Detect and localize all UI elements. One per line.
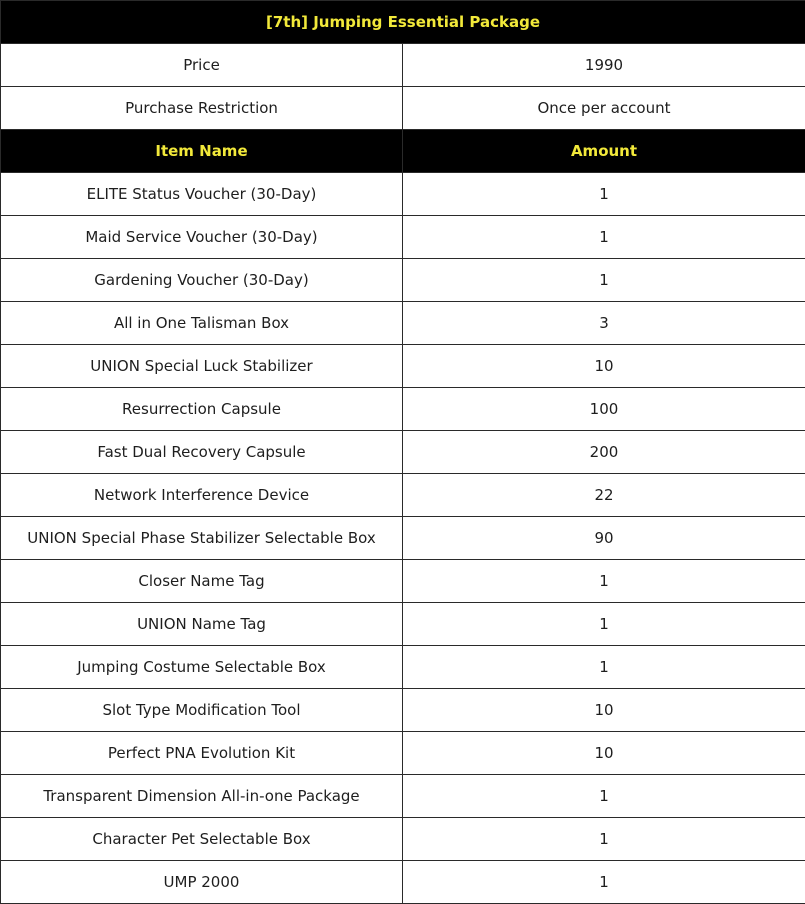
item-amount-cell: 10 bbox=[403, 345, 805, 388]
item-name-cell: All in One Talisman Box bbox=[1, 302, 403, 345]
item-name-cell: UNION Special Luck Stabilizer bbox=[1, 345, 403, 388]
item-amount-cell: 22 bbox=[403, 474, 805, 517]
table-row bbox=[1, 646, 805, 689]
table-row bbox=[1, 818, 805, 861]
table-row bbox=[1, 173, 805, 216]
item-amount-cell: 200 bbox=[403, 431, 805, 474]
restriction-row bbox=[1, 87, 805, 130]
amount-header: Amount bbox=[403, 130, 805, 173]
item-rows bbox=[1, 173, 805, 904]
table-row bbox=[1, 302, 805, 345]
item-amount-cell: 1 bbox=[403, 216, 805, 259]
item-name-cell: Maid Service Voucher (30-Day) bbox=[1, 216, 403, 259]
item-amount-cell: 90 bbox=[403, 517, 805, 560]
item-name-cell: Closer Name Tag bbox=[1, 560, 403, 603]
item-name-cell: Fast Dual Recovery Capsule bbox=[1, 431, 403, 474]
table-row bbox=[1, 345, 805, 388]
item-name-header: Item Name bbox=[1, 130, 403, 173]
item-amount-cell: 1 bbox=[403, 818, 805, 861]
item-name-cell: UNION Special Phase Stabilizer Selectable Box bbox=[1, 517, 403, 560]
item-amount-cell: 1 bbox=[403, 560, 805, 603]
item-name-cell: UNION Name Tag bbox=[1, 603, 403, 646]
item-name-cell: Jumping Costume Selectable Box bbox=[1, 646, 403, 689]
item-amount-cell: 1 bbox=[403, 646, 805, 689]
table-row bbox=[1, 216, 805, 259]
table-row bbox=[1, 560, 805, 603]
item-amount-cell: 3 bbox=[403, 302, 805, 345]
item-name-cell: Gardening Voucher (30-Day) bbox=[1, 259, 403, 302]
info-value: Once per account bbox=[403, 87, 805, 130]
package-title: [7th] Jumping Essential Package bbox=[1, 1, 805, 44]
table-row bbox=[1, 431, 805, 474]
info-label: Price bbox=[1, 44, 403, 87]
item-name-cell: Character Pet Selectable Box bbox=[1, 818, 403, 861]
price-row bbox=[1, 44, 805, 87]
item-amount-cell: 10 bbox=[403, 689, 805, 732]
item-amount-cell: 1 bbox=[403, 603, 805, 646]
table-row bbox=[1, 388, 805, 431]
table-row bbox=[1, 861, 805, 904]
item-amount-cell: 100 bbox=[403, 388, 805, 431]
table-row bbox=[1, 517, 805, 560]
table-row bbox=[1, 474, 805, 517]
table-row bbox=[1, 603, 805, 646]
table-row bbox=[1, 732, 805, 775]
item-name-cell: Slot Type Modification Tool bbox=[1, 689, 403, 732]
table-row bbox=[1, 775, 805, 818]
title-row bbox=[1, 1, 805, 44]
column-header-row bbox=[1, 130, 805, 173]
item-name-cell: Resurrection Capsule bbox=[1, 388, 403, 431]
table-row bbox=[1, 689, 805, 732]
info-label: Purchase Restriction bbox=[1, 87, 403, 130]
item-name-cell: Network Interference Device bbox=[1, 474, 403, 517]
item-amount-cell: 1 bbox=[403, 775, 805, 818]
item-name-cell: Transparent Dimension All-in-one Package bbox=[1, 775, 403, 818]
item-amount-cell: 10 bbox=[403, 732, 805, 775]
info-value: 1990 bbox=[403, 44, 805, 87]
item-name-cell: UMP 2000 bbox=[1, 861, 403, 904]
item-amount-cell: 1 bbox=[403, 259, 805, 302]
item-name-cell: ELITE Status Voucher (30-Day) bbox=[1, 173, 403, 216]
table-row bbox=[1, 259, 805, 302]
item-amount-cell: 1 bbox=[403, 861, 805, 904]
item-name-cell: Perfect PNA Evolution Kit bbox=[1, 732, 403, 775]
item-amount-cell: 1 bbox=[403, 173, 805, 216]
